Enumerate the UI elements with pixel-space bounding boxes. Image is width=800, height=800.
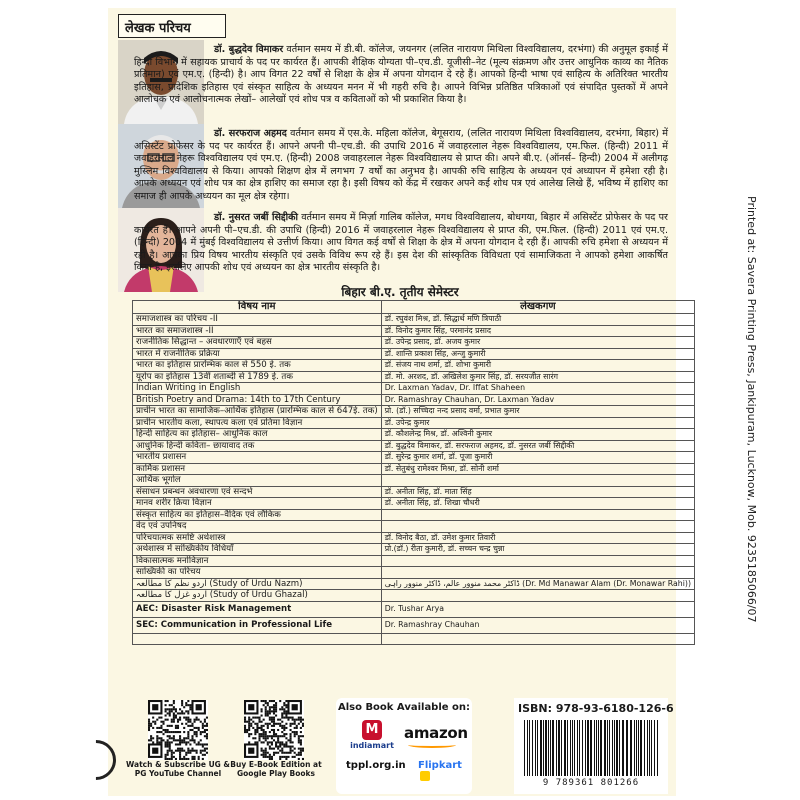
subject-cell: विकासात्मक मनोविज्ञान [133,555,382,567]
table-row [133,521,695,533]
subject-cell: Indian Writing in English [133,383,382,395]
column-header-subject: विषय नाम [133,301,382,314]
subject-cell: SEC: Communication in Professional Life [133,617,382,633]
subject-cell: اردو نظم کا مطالعہ (Study of Urdu Nazm) [133,578,382,590]
barcode-icon [522,720,660,776]
table-row [133,633,695,645]
table-row [133,348,695,360]
subject-cell: समाजशास्त्र का परिचय -II [133,314,382,326]
authors-cell: Dr. Tushar Arya [381,601,694,617]
google-play-qr-caption: Buy E-Book Edition at Google Play Books [230,760,322,778]
table-row [133,578,695,590]
authors-cell [381,590,694,602]
flipkart-bag-icon [420,771,430,781]
printer-note-container [742,196,762,623]
table-row [133,406,695,418]
authors-cell: डॉ. बुद्धदेव विमाकर, डॉ. सरफराज अहमद, डॉ. नुसरत जबीं सिद्दीकी [381,440,694,452]
subject-cell: यूरोप का इतिहास 13वीं शताब्दी से 1789 ई. तक [133,371,382,383]
subject-cell: आर्थिक भूगोल [133,475,382,487]
table-row [133,440,695,452]
subject-cell: संसाधन प्रबन्धन अवधारणा एवं सन्दर्भ [133,486,382,498]
table-row [133,544,695,556]
table-row [133,486,695,498]
subject-cell: भारत में राजनीतिक प्रक्रिया [133,348,382,360]
isbn-block [514,698,674,794]
stores-title: Also Book Available on: [337,702,471,713]
table-row [133,429,695,441]
authors-cell: प्रो.(डॉ.) रीता कुमारी, डॉ. सच्चन चन्द्र चुन्ना [381,544,694,556]
qr-code-icon [244,700,304,760]
table-row [133,314,695,326]
table-row [133,337,695,349]
subject-cell: प्राचीन भारत का सामाजिक–आर्थिक इतिहास (प्रारम्भिक काल से 647ई. तक) [133,406,382,418]
qr-code-icon [148,700,208,760]
subject-cell: साख्यिकी का परिचय [133,567,382,579]
indiamart-logo[interactable] [350,720,394,750]
subject-cell: आधुनिक हिन्दी कविता– छायावाद तक [133,440,382,452]
table-row [133,567,695,579]
isbn-label: ISBN: 978-93-6180-126-6 [518,702,674,715]
authors-cell: डॉ. सेतुबंधु रामेश्वर मिश्रा, डॉ. सोनी शर्मा [381,463,694,475]
authors-cell [381,475,694,487]
table-row [133,617,695,633]
barcode-digits: 9 789361 801266 [542,778,640,788]
subject-cell: भारत का इतिहास प्रारम्भिक काल से 550 ई. तक [133,360,382,372]
amazon-logo[interactable]: amazon [404,724,468,742]
table-row [133,360,695,372]
subject-cell: संस्कृत साहित्य का इतिहास–वैदिक एवं लौकिक [133,509,382,521]
authors-cell: Dr. Ramashray Chauhan, Dr. Laxman Yadav [381,394,694,406]
subject-cell: भारत का समाजशास्त्र -II [133,325,382,337]
table-row [133,417,695,429]
youtube-qr-code[interactable] [148,700,208,760]
authors-cell: डॉ. रघुवंश मिश्र, डॉ. सिद्धार्थ मणि त्रिपाठी [381,314,694,326]
table-row [133,371,695,383]
indiamart-icon: M [362,720,382,740]
table-row [133,383,695,395]
authors-cell: डॉ. सुरेन्द्र कुमार शर्मा, डॉ. पूजा कुमारी [381,452,694,464]
printer-note: Printed at: Savera Printing Press, Jankipuram, Lucknow, Mob. 9235185066/07 [745,196,758,623]
subject-cell: अर्थशास्त्र में सांख्यिकीय विधियाँ [133,544,382,556]
tppl-website[interactable]: tppl.org.in [346,760,406,771]
table-row [133,325,695,337]
subject-cell: परिचयात्मक समष्टि अर्थशास्त्र [133,532,382,544]
subject-cell: भारतीय प्रशासन [133,452,382,464]
flipkart-logo[interactable] [418,760,472,782]
author-bio-1 [134,44,668,107]
youtube-qr-caption: Watch & Subscribe UG & PG YouTube Channel [126,760,230,778]
amazon-smile-icon [408,742,456,748]
authors-cell [381,509,694,521]
authors-cell: डॉ. उपेन्द्र कुमार [381,417,694,429]
author-name: डॉ. सरफराज अहमद [214,128,287,139]
author-bio-3 [134,212,668,275]
authors-cell: डॉ. मो. अरशद, डॉ. अखिलेश कुमार सिंह, डॉ. सरयजीत सारंग [381,371,694,383]
subject-cell: प्राचीन भारतीय कला, स्थापत्य कला एवं प्रतिमा विज्ञान [133,417,382,429]
column-header-authors: लेखकगण [381,301,694,314]
subject-cell: कार्मिक प्रशासन [133,463,382,475]
authors-cell: डॉ. संजय नाथ शर्मा, डॉ. शोभा कुमारी [381,360,694,372]
authors-cell: ڈاکٹر محمد منوور عالم، ڈاکٹر منوور راہی (Dr. Md Manawar Alam (Dr. Monawar Rahi)) [381,578,694,590]
author-bio-text: वर्तमान समय में एस.के. महिला कॉलेज, बेगूसराय, (ललित नारायण मिथिला विश्वविद्यालय, दरभंगा, बिहार) में असिस्टेंट प्रोफेसर के पद पर कार्यरत हैं। आपने अपनी पी–एच.डी. की उपाधि 2016 में जवाहरलाल नेहरू विश्वविद्यालय, एम.फिल. (हिन्दी) 2011 में जवाहरलाल नेहरू विश्वविद्यालय एवं एम.ए. (हिन्दी) 2008 जवाहरलाल नेहरू विश्वविद्यालय से प्राप्त की। अपने बी.ए. (ऑनर्स– हिन्दी) 2004 में अलीगढ़ मुस्लिम विश्वविद्यालय से किया। आपको शिक्षण क्षेत्र में लगभग 7 वर्षों का अनुभव है। आपकी रुचि साहित्य के अध्ययन एवं अध्यापन में हमेशा रही है। आपके अध्ययन एवं शोध पत्र का क्षेत्र हाशिए का समाज रहा है। इसी विषय को केंद्र में रखकर अपने कई शोध पत्र एवं आलेख लिखे हैं, भविष्य में हाशिए का समाज ही आपके अध्ययन का मूल क्षेत्र रहेगा। [134,128,668,202]
indiamart-label: indiamart [350,741,394,750]
subject-cell: राजनीतिक सिद्धान्त – अवधारणाएँ एवं बहस [133,337,382,349]
authors-cell: Dr. Laxman Yadav, Dr. Iffat Shaheen [381,383,694,395]
syllabus-table [132,300,695,645]
authors-cell: डॉ. शान्ति प्रकाश सिंह, अन्जु कुमारी [381,348,694,360]
table-row [133,601,695,617]
table-row [133,498,695,510]
author-bio-text: वर्तमान समय में डी.बी. कॉलेज, जयनगर (ललित नारायण मिथिला विश्वविद्यालय, दरभंगा) की अनुमूल इकाई में हिन्दी विभाग में सहायक प्राचार्य के पद पर कार्यरत हैं। आपकी शैक्षिक योग्यता पी–एच.डी. यूजीसी–नेट (मूल्य संक्रमण और उत्तर आधुनिक काव्य का नैतिक प्रतिमान) एवं एम.ए. (हिन्दी) है। आप विगत 22 वर्षों से शिक्षा के क्षेत्र में अपना योगदान दे रहे हैं। आपको हिन्दी भाषा एवं साहित्य के अतिरिक्त भारतीय इतिहास, प्रादेशिक इतिहास एवं संस्कृत साहित्य के अध्ययन मनन में भी गहरी रुचि है। आपने विभिन्न प्रतिष्ठित पत्रिकाओं एवं संपादित पुस्तकों में अपने आलोचक एवं आलोचनात्मक लेखों– आलेखों एवं शोध पत्र व कविताओं को भी प्रकाशित किया है। [134,44,668,106]
google-play-qr-code[interactable] [244,700,304,760]
subject-cell: AEC: Disaster Risk Management [133,601,382,617]
authors-cell: डॉ. कौशलेन्द्र मिश्र, डॉ. अश्विनी कुमार [381,429,694,441]
author-name: डॉ. नुसरत जबीं सिद्दीकी [214,212,298,223]
store-availability-box [336,698,472,794]
authors-cell: डॉ. विनोद कुमार सिंह, परमानंद प्रसाद [381,325,694,337]
subject-cell [133,633,382,645]
subject-cell: हिन्दी साहित्य का इतिहास– आधुनिक काल [133,429,382,441]
author-intro-heading: लेखक परिचय [118,14,226,38]
subject-cell: British Poetry and Drama: 14th to 17th Century [133,394,382,406]
table-row [133,475,695,487]
table-row [133,532,695,544]
table-row [133,509,695,521]
table-row [133,590,695,602]
authors-cell [381,633,694,645]
authors-cell: डॉ. उपेन्द्र प्रसाद, डॉ. अजय कुमार [381,337,694,349]
authors-cell [381,521,694,533]
table-header-row [133,301,695,314]
subject-cell: اردو غزل کا مطالعہ (Study of Urdu Ghazal) [133,590,382,602]
authors-cell: डॉ. अनीता सिंह, डॉ. शिखा चौधरी [381,498,694,510]
authors-cell [381,555,694,567]
syllabus-table-title: बिहार बी.ए. तृतीय सेमेस्टर [341,285,459,299]
authors-cell: Dr. Ramashray Chauhan [381,617,694,633]
table-row [133,452,695,464]
subject-cell: वेद एवं उपनिषद [133,521,382,533]
subject-cell: मानव शरीर क्रिया विज्ञान [133,498,382,510]
author-bio-2 [134,128,668,204]
flipkart-label: Flipkart [418,760,462,771]
table-row [133,394,695,406]
author-bio-text: वर्तमान समय में मिर्ज़ा गालिब कॉलेज, मगध विश्वविद्यालय, बोधगया, बिहार में असिस्टेंट प्रोफेसर के पद पर कार्यरत हैं। आपने अपनी पी–एच.डी. की उपाधि (हिन्दी) 2016 में जवाहरलाल नेहरू विश्वविद्यालय से प्राप्त की, एम.फिल. (हिन्दी) 2011 एवं एम.ए. (हिन्दी) 2004 में मुंबई विश्वविद्यालय से उत्तीर्ण किया। आप विगत कई वर्षों से शिक्षा के क्षेत्र में अपना योगदान दे रही हैं। आपकी रुचि हमेशा से अध्ययन में रही है। आपका प्रिय विषय भारतीय संस्कृति एवं उसके विविध रूप रहे हैं। इस देश की सांस्कृतिक विविधता एवं सामाजिकता ने आपको हमेशा आकर्षित किया है, इसलिए आपकी शोध एवं अध्ययन का क्षेत्र भारतीय संस्कृति है। [134,212,668,274]
table-row [133,463,695,475]
authors-cell [381,567,694,579]
authors-cell: डॉ. अनीता सिंह, डॉ. माता सिंह [381,486,694,498]
authors-cell: प्रो. (डॉ.) सच्चिदा नन्द प्रसाद वर्मा, प्रभात कुमार [381,406,694,418]
table-row [133,555,695,567]
authors-cell: डॉ. विनोद बैठा, डॉ. उमेश कुमार तिवारी [381,532,694,544]
author-name: डॉ. बुद्धदेव विमाकर [214,44,284,55]
